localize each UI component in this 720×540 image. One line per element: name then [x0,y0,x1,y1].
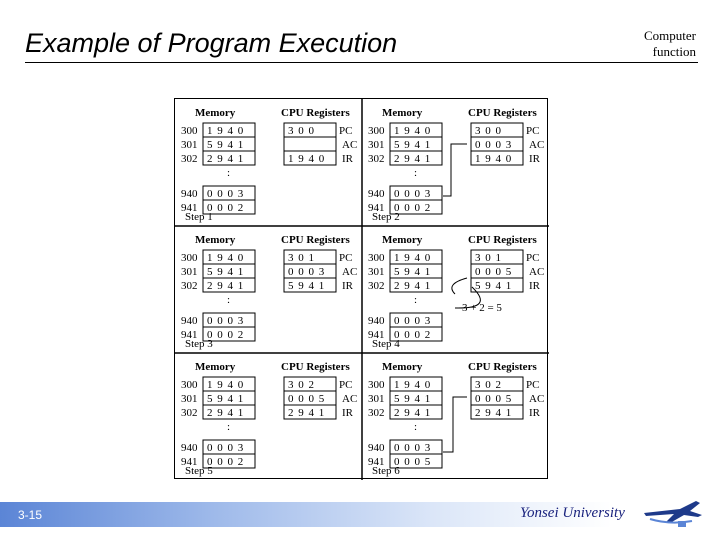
step-3-memory-value: 5 9 4 1 [207,266,245,278]
step-4-memory-value: 1 9 4 0 [394,252,432,264]
step-1-label: Step 1 [185,211,213,223]
step-6-memory-value: 1 9 4 0 [394,379,432,391]
step-5-register-value: 2 9 4 1 [288,407,326,419]
step-5-address-300: 300 [181,379,198,391]
step-3-address-941: 941 [181,329,198,341]
step-4-address-941: 941 [368,329,385,341]
step-2-memory-value: 0 0 0 2 [394,202,432,214]
step-6-store-arrow [443,397,467,452]
step-3-register-name: PC [339,252,353,264]
step-3-address-300: 300 [181,252,198,264]
step-3-memory-value: 1 9 4 0 [207,252,245,264]
step-1-memory-value: 2 9 4 1 [207,153,245,165]
step-3-address-302: 302 [181,280,198,292]
step-3-memory-header: Memory [195,234,236,246]
step-5-registers-header: CPU Registers [281,361,350,373]
step-3-register-name: IR [342,280,353,292]
step-4-address-300: 300 [368,252,385,264]
step-1-address-300: 300 [181,125,198,137]
step-1-register-value: 3 0 0 [288,125,315,137]
step-4-register-name: AC [529,266,545,278]
slide-number: 3-15 [18,508,43,522]
step-6-address-301: 301 [368,393,385,405]
step-6-memory-header: Memory [382,361,423,373]
step-3-label: Step 3 [185,338,213,350]
step-1-memory-header: Memory [195,107,236,119]
title-underline [25,62,698,63]
execution-steps-diagram [175,99,549,480]
step-2-memory-value: 2 9 4 1 [394,153,432,165]
step-5-register-name: AC [342,393,358,405]
step-6-memory-value: 0 0 0 5 [394,456,432,468]
step-5-register-name: PC [339,379,353,391]
step-5-memory-value: 2 9 4 1 [207,407,245,419]
step-4-memory-header: Memory [382,234,423,246]
step-5-register-name: IR [342,407,353,419]
step-6-register-value: 0 0 0 5 [475,393,513,405]
step-4-register-value: 5 9 4 1 [475,280,513,292]
step-6-register-name: PC [526,379,540,391]
step-3-memory-value: 0 0 0 2 [207,329,245,341]
step-1-memory-value: 5 9 4 1 [207,139,245,151]
step-2-memory-header: Memory [382,107,423,119]
section-label [644,28,696,60]
step-5-memory-value: 5 9 4 1 [207,393,245,405]
step-2-address-302: 302 [368,153,385,165]
step-6-register-name: IR [529,407,540,419]
step-2-register-name: PC [526,125,540,137]
step-6-address-300: 300 [368,379,385,391]
step-2-register-name: AC [529,139,545,151]
step-1-address-302: 302 [181,153,198,165]
step-6-memory-value: 0 0 0 3 [394,442,432,454]
step-6-register-value: 3 0 2 [475,379,502,391]
step-6-address-941: 941 [368,456,385,468]
step-6-register-value: 2 9 4 1 [475,407,513,419]
step-1-register-cell [284,137,336,151]
step-4-address-940: 940 [368,315,385,327]
step-3-register-value: 3 0 1 [288,252,315,264]
step-2-address-301: 301 [368,139,385,151]
step-5-register-value: 0 0 0 5 [288,393,326,405]
step-4-register-name: PC [526,252,540,264]
university-name: Yonsei University [520,505,625,521]
step-4-add-arrow [452,278,467,294]
airplane-logo-icon [640,495,704,531]
step-3-memory-value: 0 0 0 3 [207,315,245,327]
step-5-memory-value: 0 0 0 3 [207,442,245,454]
step-5-address-941: 941 [181,456,198,468]
step-4-register-value: 0 0 0 5 [475,266,513,278]
step-2-address-300: 300 [368,125,385,137]
step-4-memory-value: 2 9 4 1 [394,280,432,292]
step-4-memory-value: 5 9 4 1 [394,266,432,278]
step-6-registers-header: CPU Registers [468,361,537,373]
step-2-registers-header: CPU Registers [468,107,537,119]
step-5-address-940: 940 [181,442,198,454]
step-5-label: Step 5 [185,465,213,477]
step-3-registers-header: CPU Registers [281,234,350,246]
step-4-annotation: 3 + 2 = 5 [462,302,502,314]
step-1-registers-header: CPU Registers [281,107,350,119]
step-5-memory-value: 0 0 0 2 [207,456,245,468]
step-3-register-value: 0 0 0 3 [288,266,326,278]
section-label-line1: Computer [644,28,696,43]
step-2-memory-value: 5 9 4 1 [394,139,432,151]
step-2-address-940: 940 [368,188,385,200]
step-4-memory-ellipsis: : [414,294,418,306]
step-5-memory-ellipsis: : [227,421,231,433]
step-1-address-941: 941 [181,202,198,214]
step-1-register-name: PC [339,125,353,137]
step-4-label: Step 4 [372,338,400,350]
step-5-memory-value: 1 9 4 0 [207,379,245,391]
step-2-register-value: 3 0 0 [475,125,502,137]
step-5-address-302: 302 [181,407,198,419]
step-1-register-name: AC [342,139,358,151]
step-6-address-302: 302 [368,407,385,419]
step-5-memory-header: Memory [195,361,236,373]
step-2-register-name: IR [529,153,540,165]
step-3-address-301: 301 [181,266,198,278]
step-6-memory-ellipsis: : [414,421,418,433]
step-2-register-value: 1 9 4 0 [475,153,513,165]
step-3-register-name: AC [342,266,358,278]
program-execution-figure [174,98,548,479]
step-4-registers-header: CPU Registers [468,234,537,246]
step-4-register-value: 3 0 1 [475,252,502,264]
step-1-memory-value: 0 0 0 3 [207,188,245,200]
step-1-register-value: 1 9 4 0 [288,153,326,165]
step-6-label: Step 6 [372,465,400,477]
step-1-register-name: IR [342,153,353,165]
step-1-address-940: 940 [181,188,198,200]
step-2-memory-value: 0 0 0 3 [394,188,432,200]
step-3-memory-value: 2 9 4 1 [207,280,245,292]
section-label-line2: function [652,44,696,59]
slide-title: Example of Program Execution [25,28,398,58]
step-4-memory-value: 0 0 0 3 [394,315,432,327]
step-4-address-302: 302 [368,280,385,292]
step-1-memory-value: 1 9 4 0 [207,125,245,137]
step-2-address-941: 941 [368,202,385,214]
step-4-memory-value: 0 0 0 2 [394,329,432,341]
step-2-label: Step 2 [372,211,400,223]
step-2-memory-ellipsis: : [414,167,418,179]
step-6-register-name: AC [529,393,545,405]
step-1-address-301: 301 [181,139,198,151]
step-2-load-arrow [443,144,467,196]
step-6-memory-value: 5 9 4 1 [394,393,432,405]
step-1-memory-value: 0 0 0 2 [207,202,245,214]
step-3-register-value: 5 9 4 1 [288,280,326,292]
step-3-memory-ellipsis: : [227,294,231,306]
step-4-address-301: 301 [368,266,385,278]
step-2-register-value: 0 0 0 3 [475,139,513,151]
step-4-register-name: IR [529,280,540,292]
step-3-address-940: 940 [181,315,198,327]
step-6-address-940: 940 [368,442,385,454]
step-5-address-301: 301 [181,393,198,405]
step-2-memory-value: 1 9 4 0 [394,125,432,137]
step-1-memory-ellipsis: : [227,167,231,179]
step-6-memory-value: 2 9 4 1 [394,407,432,419]
step-5-register-value: 3 0 2 [288,379,315,391]
